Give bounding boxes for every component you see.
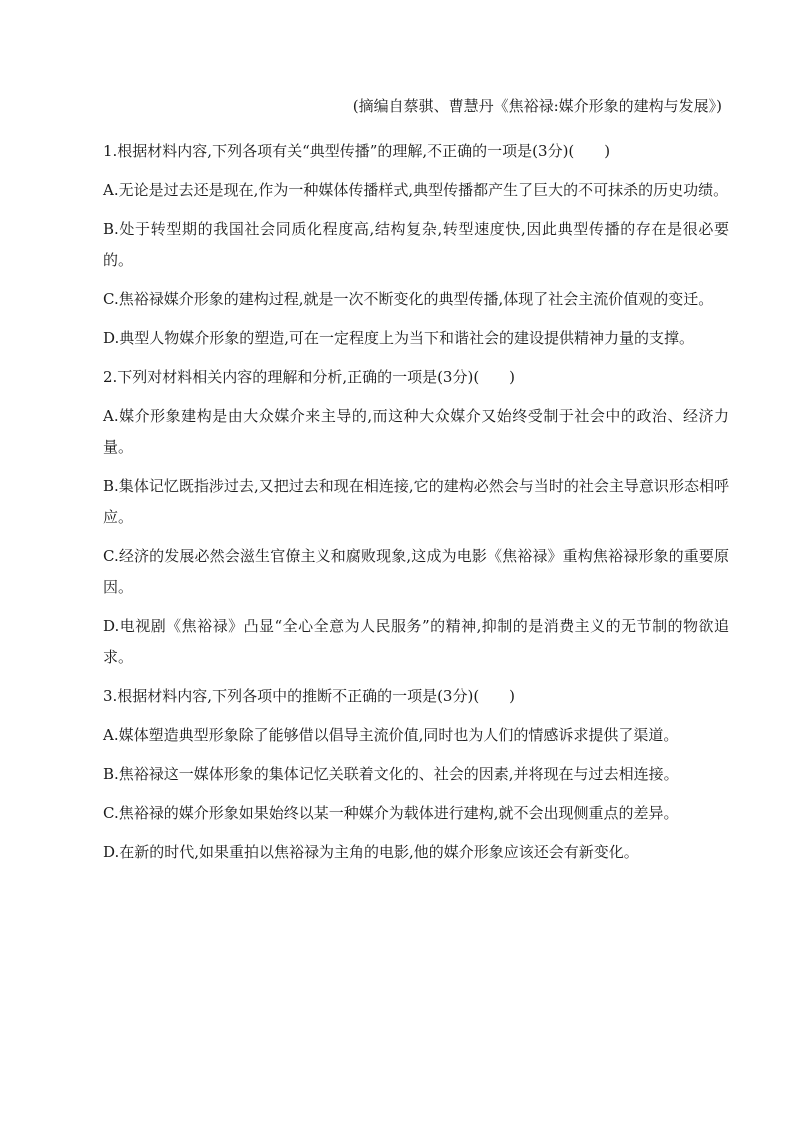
question-2-stem: 2.下列对材料相关内容的理解和分析,正确的一项是(3分)( ) — [103, 368, 516, 386]
question-2-option-a: A.媒介形象建构是由大众媒介来主导的,而这种大众媒介又始终受制于社会中的政治、经济力量。 — [103, 407, 729, 456]
source-citation: (摘编自蔡骐、曹慧丹《焦裕禄:媒介形象的建构与发展》) — [352, 97, 722, 115]
question-1-option-a: A.无论是过去还是现在,作为一种媒体传播样式,典型传播都产生了巨大的不可抹杀的历史功绩。 — [103, 181, 729, 199]
question-3-option-d: D.在新的时代,如果重拍以焦裕禄为主角的电影,他的媒介形象应该还会有新变化。 — [103, 843, 639, 861]
question-2-option-c: C.经济的发展必然会滋生官僚主义和腐败现象,这成为电影《焦裕禄》重构焦裕禄形象的重要原因。 — [103, 547, 729, 596]
question-2-option-b: B.集体记忆既指涉过去,又把过去和现在相连接,它的建构必然会与当时的社会主导意识形态相呼应。 — [103, 477, 729, 526]
question-3-option-a: A.媒体塑造典型形象除了能够借以倡导主流价值,同时也为人们的情感诉求提供了渠道。 — [103, 726, 679, 744]
questions-section — [103, 136, 729, 876]
question-3-option-c: C.焦裕禄的媒介形象如果始终以某一种媒介为载体进行建构,就不会出现侧重点的差异。 — [103, 804, 679, 822]
question-1-option-b: B.处于转型期的我国社会同质化程度高,结构复杂,转型速度快,因此典型传播的存在是很必要的。 — [103, 220, 729, 269]
question-3-option-b: B.焦裕禄这一媒体形象的集体记忆关联着文化的、社会的因素,并将现在与过去相连接。 — [103, 765, 679, 783]
question-1-option-d: D.典型人物媒介形象的塑造,可在一定程度上为当下和谐社会的建设提供精神力量的支撑。 — [103, 329, 695, 347]
question-1-stem: 1.根据材料内容,下列各项有关“典型传播”的理解,不正确的一项是(3分)( ) — [103, 142, 611, 160]
question-1-option-c: C.焦裕禄媒介形象的建构过程,就是一次不断变化的典型传播,体现了社会主流价值观的变迁。 — [103, 290, 714, 308]
question-3-stem: 3.根据材料内容,下列各项中的推断不正确的一项是(3分)( ) — [103, 687, 516, 705]
question-2-option-d: D.电视剧《焦裕禄》凸显“全心全意为人民服务”的精神,抑制的是消费主义的无节制的物欲追求。 — [103, 617, 729, 666]
